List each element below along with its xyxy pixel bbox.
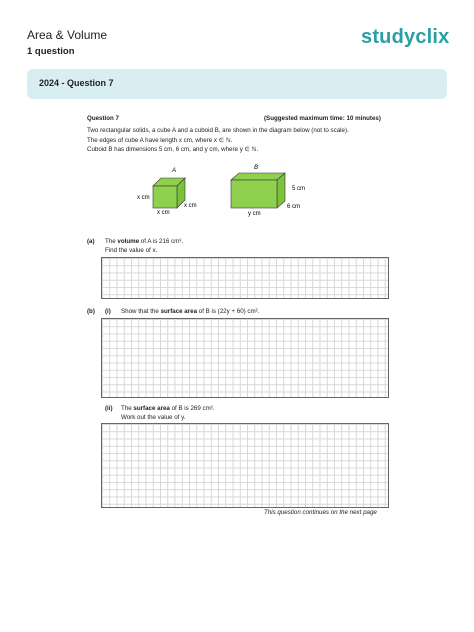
part-b-label: (b): [87, 308, 95, 315]
part-a-pre: The: [105, 238, 118, 245]
part-b-i-bold: surface area: [160, 308, 198, 315]
part-b-ii-pre: The: [121, 405, 134, 412]
part-a-line-1: [105, 237, 183, 246]
question-banner[interactable]: [27, 69, 447, 99]
part-b-i-text: [121, 307, 259, 316]
answer-grid-a[interactable]: [101, 257, 389, 299]
question-count: 1 question: [27, 46, 75, 57]
cuboid-depth-label: 6 cm: [287, 204, 301, 210]
part-b-ii-line-2: Work out the value of y.: [121, 414, 186, 421]
question-number: Question 7: [87, 115, 119, 122]
banner-label: 2024 - Question 7: [39, 78, 114, 88]
part-a-post: of A is 216 cm³.: [139, 238, 184, 245]
part-a-bold: volume: [117, 238, 140, 245]
part-a-line-2: Find the value of x.: [105, 247, 158, 254]
cube-side-right-label: x cm: [184, 203, 197, 209]
cube-label: A: [172, 168, 177, 174]
part-b-ii-post: of B is 269 cm².: [169, 405, 215, 412]
part-b-i-label: (i): [105, 308, 111, 315]
page-title: Area & Volume: [27, 28, 108, 42]
part-b-ii-label: (ii): [105, 405, 113, 412]
cuboid-front-face: [231, 180, 277, 208]
cuboid-top-face: [231, 173, 285, 180]
answer-grid-b-ii[interactable]: [101, 423, 389, 508]
cube-side-bottom-label: x cm: [157, 210, 170, 216]
intro-line-2: The edges of cube A have length x cm, where x ∈ ℕ.: [87, 136, 233, 144]
cuboid-label: B: [254, 165, 259, 171]
intro-line-3: Cuboid B has dimensions 5 cm, 6 cm, and y cm, where y ∈ ℕ.: [87, 146, 259, 153]
part-b-ii-text: [121, 404, 215, 413]
suggested-time: (Suggested maximum time: 10 minutes): [264, 115, 381, 122]
cuboid-height-label: 5 cm: [292, 186, 306, 192]
cube-side-left-label: x cm: [137, 195, 150, 201]
part-b-ii-bold: surface area: [133, 405, 170, 412]
part-b-i-post: of B is (22y + 60) cm².: [197, 308, 260, 315]
part-b-i-pre: Show that the: [121, 308, 161, 315]
intro-line-1: Two rectangular solids, a cube A and a cuboid B, are shown in the diagram below (not to scale).: [87, 127, 349, 134]
answer-grid-b-i[interactable]: [101, 318, 389, 398]
solids-diagram: [130, 158, 320, 220]
cuboid-length-label: y cm: [248, 211, 261, 217]
studyclix-logo[interactable]: studyclix: [361, 26, 450, 48]
cube-front-face: [153, 186, 177, 208]
continues-note: This question continues on the next page: [264, 509, 377, 516]
part-a-label: (a): [87, 238, 95, 245]
